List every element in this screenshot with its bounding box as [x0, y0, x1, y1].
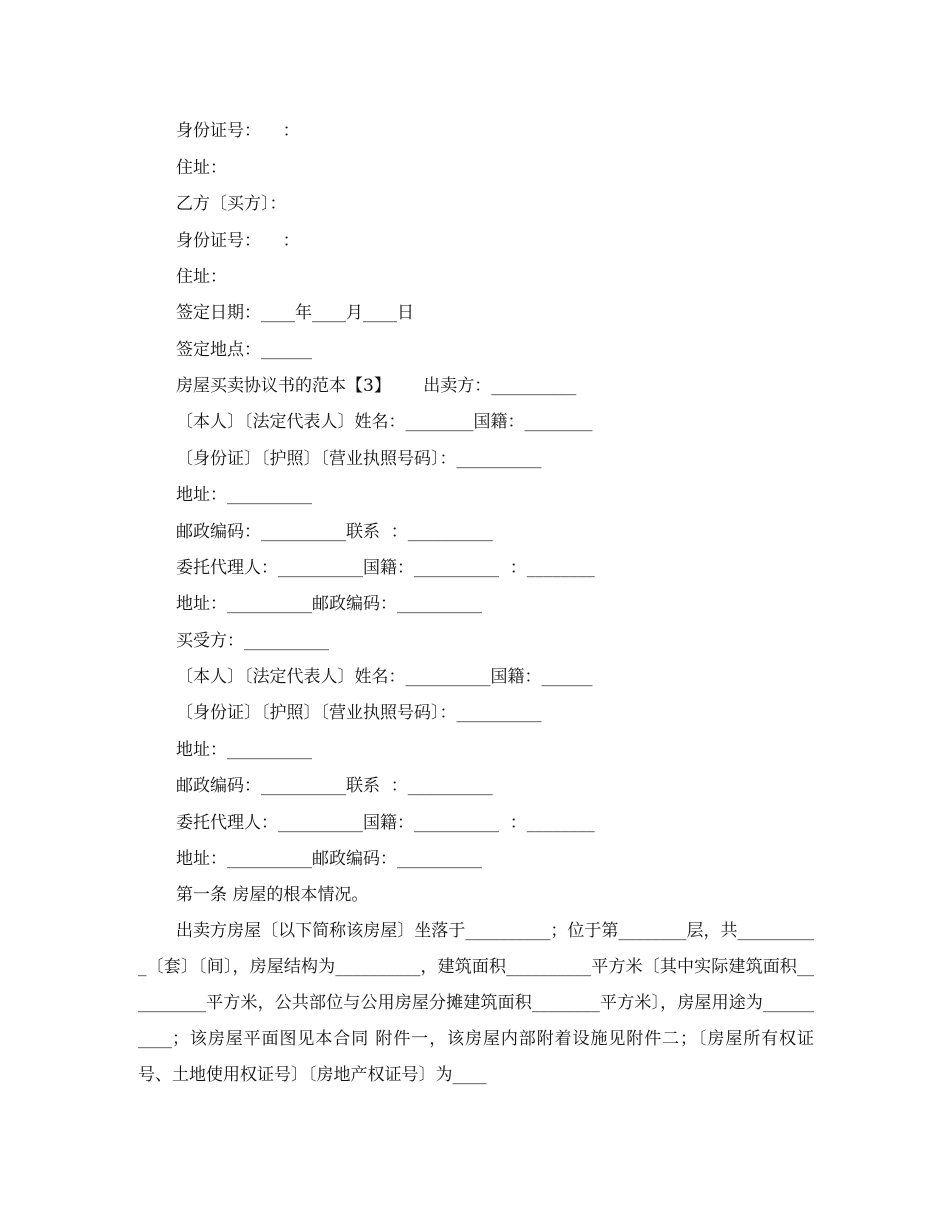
- address-line-1: 住址：: [176, 158, 227, 178]
- seller-name-nationality-line: 〔本人〕〔法定代表人〕姓名：________国籍：________: [176, 412, 593, 432]
- seller-agent-address-line: 地址：__________邮政编码：__________: [176, 594, 482, 614]
- seller-address-line: 地址：__________: [176, 485, 312, 505]
- buyer-id-license-line: 〔身份证〕〔护照〕〔营业执照号码〕：__________: [176, 703, 542, 723]
- buyer-name-nationality-line: 〔本人〕〔法定代表人〕姓名：__________国籍：______: [176, 667, 593, 687]
- buyer-agent-address-line: 地址：__________邮政编码：__________: [176, 849, 482, 869]
- buyer-agent-line: 委托代理人：__________国籍：__________ ：________: [176, 813, 595, 833]
- id-number-line-2: 身份证号： ：: [176, 231, 300, 251]
- buyer-address-line: 地址：__________: [176, 740, 312, 760]
- address-line-2: 住址：: [176, 267, 227, 287]
- template-title-seller-line: 房屋买卖协议书的范本【3】 出卖方：__________: [176, 376, 577, 396]
- article-one-heading: 第一条 房屋的根本情况。: [176, 885, 369, 905]
- party-b-buyer-line: 乙方〔买方〕：: [176, 194, 287, 214]
- seller-postal-contact-line: 邮政编码：__________联系 ：__________: [176, 522, 493, 542]
- buyer-line: 买受方：__________: [176, 631, 329, 651]
- signing-place-line: 签定地点：______: [176, 340, 312, 360]
- seller-agent-line: 委托代理人：__________国籍：__________ ：________: [176, 558, 595, 578]
- signing-date-line: 签定日期：____年____月____日: [176, 303, 414, 323]
- id-number-line-1: 身份证号： ：: [176, 121, 300, 141]
- seller-id-license-line: 〔身份证〕〔护照〕〔营业执照号码〕：__________: [176, 449, 542, 469]
- buyer-postal-contact-line: 邮政编码：__________联系 ：__________: [176, 776, 493, 796]
- article-one-paragraph: 出卖方房屋〔以下简称该房屋〕坐落于__________；位于第________层，共__________〔套〕〔间〕，房屋结构为__________，建筑面积__________平方米〔其中实际建筑面积__________平方米，公共部位与公用房屋分摊建筑面积________平方米〕，房屋用途为__________；该房屋平面图见本合同 附件一，该房屋内部附着设施见附件二；〔房屋所有权证号、土地使用权证号〕〔房地产权证号〕为____: [138, 921, 814, 1085]
